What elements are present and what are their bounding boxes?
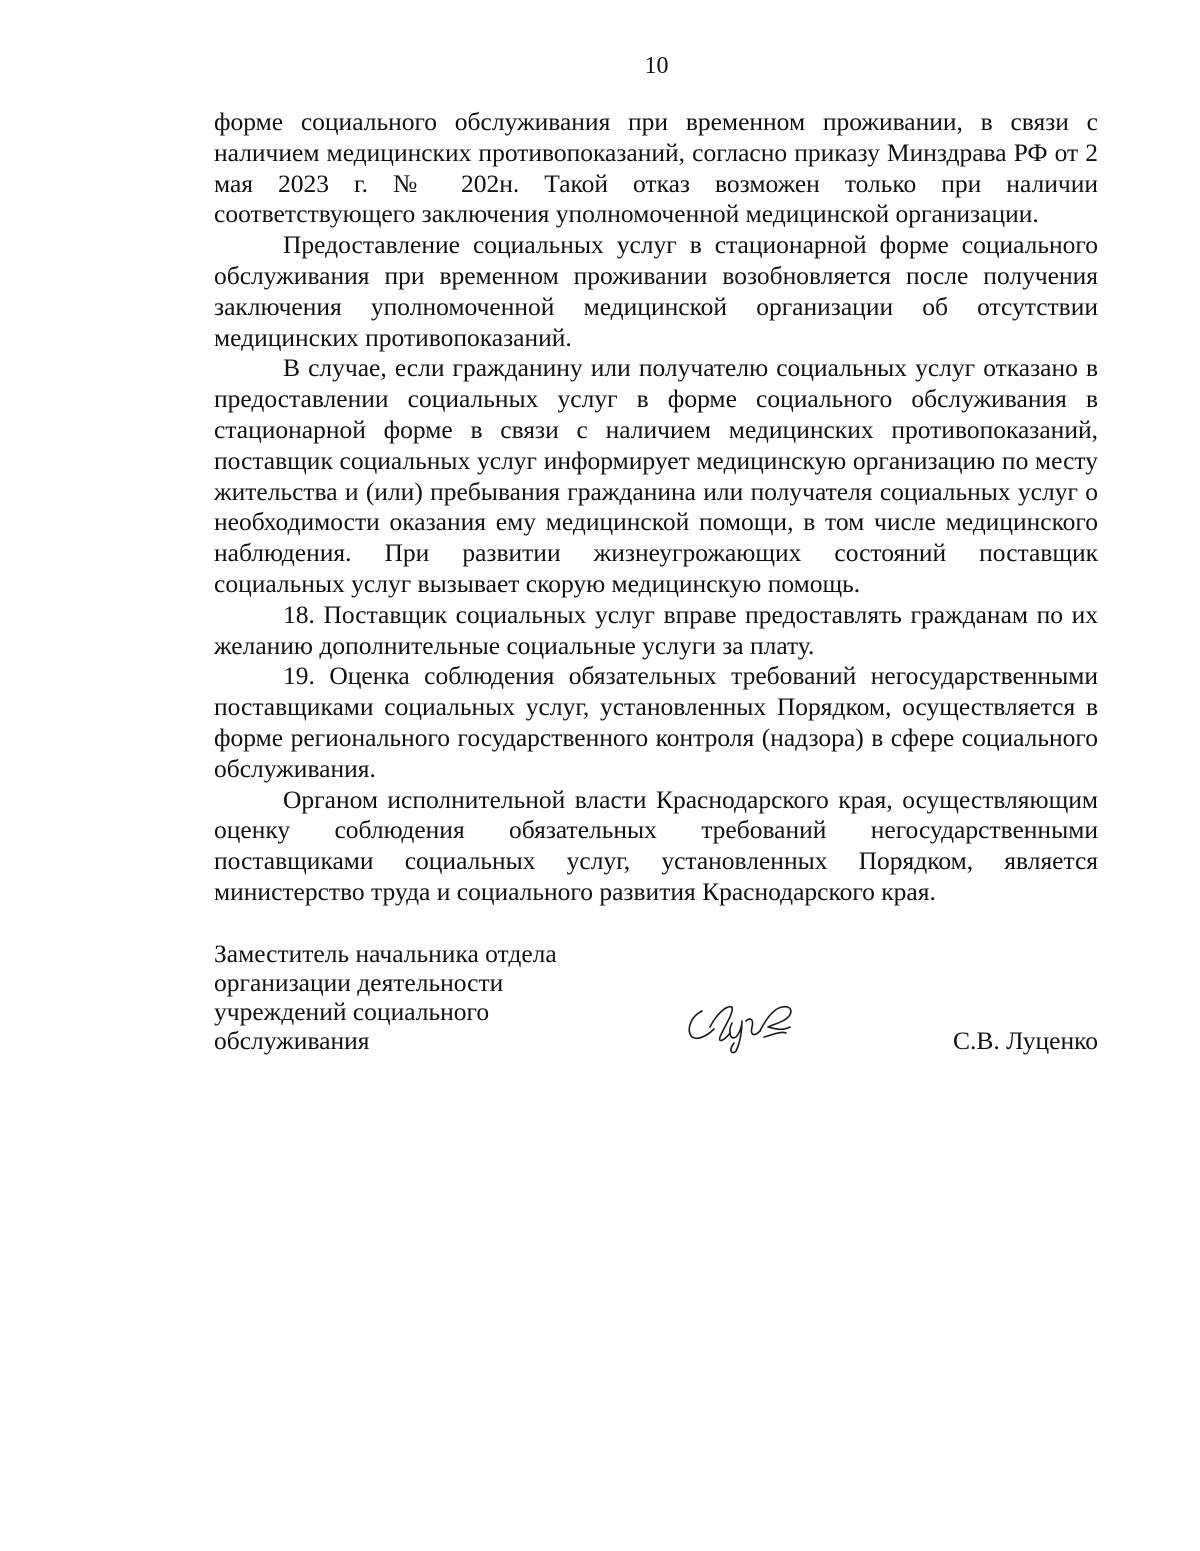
signature-block [214,939,1098,1069]
paragraph-refusal-case: В случае, если гражданину или получателю социальных услуг отказано в предоставлении социальных услуг в форме социального обслуживания в стационарной форме в связи с наличием медицинских противопоказаний, поставщик социальных услуг информирует медицинскую организацию по месту жительства и (или) пребывания гражданина или получателя социальных услуг о необходимости оказания ему медицинской помощи, в том числе медицинского наблюдения. При развитии жизнеугрожающих состояний поставщик социальных услуг вызывает скорую медицинскую помощь. [214,353,1098,598]
signatory-position [214,939,634,1055]
signatory-position-line: организации деятельности [214,968,504,997]
document-body [214,107,1098,908]
paragraph-resumption: Предоставление социальных услуг в стационарной форме социального обслуживания при временном проживании возобновляется после получения заключения уполномоченной медицинской организации об отсутствии медицинских противопоказаний. [214,230,1098,352]
paragraph-executive-body: Органом исполнительной власти Краснодарского края, осуществляющим оценку соблюдения обязательных требований негосударственными поставщиками социальных услуг, установленных Порядком, является министерство труда и социального развития Краснодарского края. [214,784,1098,906]
paragraph-continuation: форме социального обслуживания при временном проживании, в связи с наличием медицинских противопоказаний, согласно приказу Минздрава РФ от 2 мая 2023 г. № 202н. Такой отказ возможен только при наличии соответствующего заключения уполномоченной медицинской организации. [214,107,1098,229]
signatory-position-line: обслуживания [214,1026,370,1055]
page-number: 10 [644,53,669,79]
signatory-position-line: Заместитель начальника отдела [214,939,557,968]
paragraph-item-19: 19. Оценка соблюдения обязательных требований негосударственными поставщиками социальных услуг, установленных Порядком, осуществляется в форме регионального государственного контроля (надзора) в сфере социального обслуживания. [214,661,1098,783]
paragraph-item-18: 18. Поставщик социальных услуг вправе предоставлять гражданам по их желанию дополнительные социальные услуги за плату. [214,599,1098,660]
signatory-name: С.В. Луценко [952,1026,1098,1055]
handwritten-signature [680,997,810,1057]
signatory-position-line: учреждений социального [214,997,490,1026]
